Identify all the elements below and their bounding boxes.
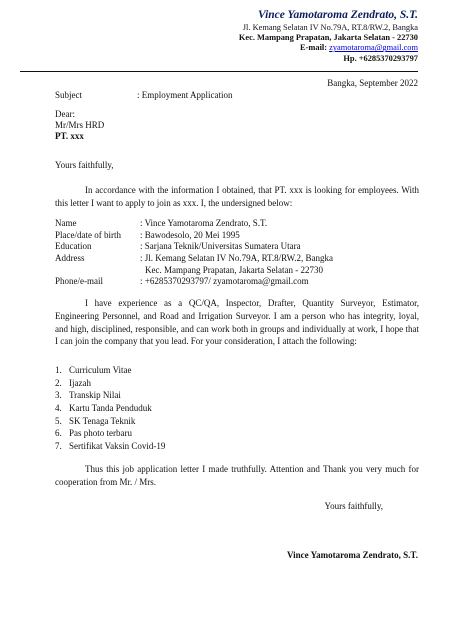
info-key: Phone/e-mail bbox=[55, 276, 103, 287]
info-row-education bbox=[55, 241, 419, 253]
recipient-title: Mr/Mrs HRD bbox=[55, 119, 105, 130]
info-value: : Bawodesolo, 20 Mei 1995 bbox=[140, 229, 240, 240]
signature-name: Vince Yamotaroma Zendrato, S.T. bbox=[287, 550, 418, 560]
info-row-name bbox=[55, 218, 419, 230]
subject-value: : Employment Application bbox=[137, 90, 233, 100]
recipient-company: PT. xxx bbox=[55, 130, 84, 141]
letterhead bbox=[239, 9, 418, 64]
list-item: 1. Curriculum Vitae bbox=[55, 365, 132, 375]
attachment-list bbox=[55, 364, 165, 453]
letterhead-phone: Hp. +6285370293797 bbox=[343, 53, 418, 63]
letterhead-name: Vince Yamotaroma Zendrato, S.T. bbox=[258, 9, 418, 21]
info-value: : Vince Yamotaroma Zendrato, S.T. bbox=[140, 218, 268, 228]
dear-line: Dear: bbox=[55, 109, 75, 119]
info-value: : +6285370293797/ zyamotaroma@gmail.com bbox=[140, 276, 309, 287]
subject-label: Subject bbox=[55, 90, 82, 100]
subject-row bbox=[55, 90, 233, 101]
info-row-address bbox=[55, 253, 419, 276]
info-value-address bbox=[140, 253, 419, 276]
list-item: 3. Transkip Nilai bbox=[55, 390, 121, 401]
info-value-continued: Kec. Mampang Prapatan, Jakarta Selatan - 22730 bbox=[145, 264, 323, 275]
recipient-block bbox=[55, 109, 104, 141]
info-value: : Sarjana Teknik/Universitas Sumatera Utara bbox=[140, 241, 301, 252]
info-row-contact bbox=[55, 276, 419, 288]
list-item: 6. Pas photo terbaru bbox=[55, 428, 132, 439]
greeting: Yours faithfully, bbox=[55, 160, 114, 170]
closing-salutation: Yours faithfully, bbox=[324, 501, 383, 511]
letterhead-address-line2: Kec. Mampang Prapatan, Jakarta Selatan - 22730 bbox=[238, 33, 418, 43]
info-key: Address bbox=[55, 253, 85, 264]
letterhead-email-link[interactable]: zyamotaroma@gmail.com bbox=[329, 43, 418, 53]
paragraph-experience: I have experience as a QC/QA, Inspector, Drafter, Quantity Surveyor, Estimator, Engineering Personnel, and Road and Irrigation Surveyor. I am a person who has integrity, loyal, and high, disciplined, responsible, and can work both in groups and individually at work, I hope that I can join the company that you lead. For your consideration, I attach the following: bbox=[55, 298, 419, 347]
info-key: Name bbox=[55, 218, 77, 228]
info-row-birth bbox=[55, 230, 419, 242]
letterhead-email-label: E-mail: bbox=[300, 43, 328, 53]
paragraph-closing: Thus this job application letter I made truthfully. Attention and Thank you very much for cooperation from Mr. / Mrs. bbox=[55, 464, 419, 487]
info-value: : Jl. Kemang Selatan IV No.79A, RT.8/RW.2, Bangka bbox=[140, 253, 334, 264]
letterhead-email-line bbox=[239, 43, 418, 53]
list-item: 2. Ijazah bbox=[55, 377, 91, 388]
info-key: Education bbox=[55, 241, 92, 252]
letterhead-divider bbox=[20, 71, 418, 72]
paragraph-intro: In accordance with the information I obtained, that PT. xxx is looking for employees. With this letter I want to apply to join as xxx. I, the undersigned below: bbox=[55, 185, 419, 208]
applicant-info bbox=[55, 218, 419, 288]
letter-date: Bangka, September 2022 bbox=[327, 78, 418, 88]
letterhead-address-line1: Jl. Kemang Selatan IV No.79A, RT.8/RW.2, Bangka bbox=[242, 22, 418, 32]
list-item: 7. Sertifikat Vaksin Covid-19 bbox=[55, 441, 166, 452]
info-key: Place/date of birth bbox=[55, 229, 121, 240]
list-item: 4. Kartu Tanda Penduduk bbox=[55, 403, 152, 414]
list-item: 5. SK Tenaga Teknik bbox=[55, 415, 136, 426]
